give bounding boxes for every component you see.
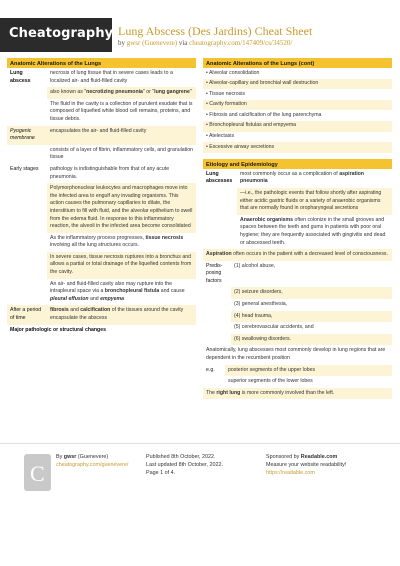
row-value: (6) swallowing disorders. [231,334,392,346]
row-value: Anaerobic organisms often colonize in the small grooves and spaces between the teeth and gums in patients with poor oral hygiene; they are frequently associated with gingivitis and dead or abscessed teeth. [240,216,386,246]
aspiration-note: Aspiration often occurs in the patient with a decreased level of consciousness. [203,249,392,261]
author-avatar[interactable] [24,454,51,491]
left-column [7,58,196,336]
list-item: • Fibrosis and calcification of the lung parenchyma [206,111,322,118]
row-key: Pyogenic membrane [7,126,47,145]
row-value: necrosis of lung tissue that in severe cases leads to a localized air- and fluid-filled cavity [50,70,173,84]
section-title-anatomic-cont: Anatomic Alterations of the Lungs (cont) [203,58,392,68]
sheet-title: Lung Abscess (Des Jardins) Cheat Sheet [118,24,313,38]
author-link[interactable]: gwsr (Guenevere) [126,39,178,47]
table-row [203,188,392,215]
row-value: posterior segments of the upper lobes [225,365,392,377]
table-row [203,311,392,323]
row-value: encapsulates the air- and fluid-filled cavity [47,126,196,145]
list-item: • Cavity formation [203,100,392,111]
page-header [0,0,400,58]
page-footer [0,443,400,498]
sheet-url-link[interactable]: cheatography.com/147409/cs/34520/ [189,39,293,47]
table-row [203,299,392,311]
row-value: most commonly occur as a complication of aspiration pneumonia [240,170,364,185]
row-value: Polymorphonuclear leukocytes and macrophages move into the infected area to engulf any invading organisms. This action causes the pulmonary capillaries to dilate, the interstitium to fill with fluid, and the alveolar epithelium to swell from the edema fluid. In response to this inflammatory reaction, the alveoli in the infected area become consolidated [47,183,196,233]
row-value: (2) seizure disorders, [231,287,392,299]
row-value: (4) head trauma, [231,311,392,323]
list-item: • Bronchopleural fistulas and empyema [203,121,392,132]
table-row [7,68,196,87]
section-title-etiology: Etiology and Epidemiology [203,159,392,169]
row-value: —i.e., the pathologic events that follow shortly after aspirating either acidic gastric fluids or a variety of anaerobic organisms that are normally found in oropharyngeal secretions [237,188,392,215]
footer-sponsor: Sponsored by Readable.com Measure your website readability! https://readable.com [266,454,347,476]
table-row [203,376,392,388]
table-row [203,287,392,299]
list-item: • Alveolar consolidation [206,69,260,76]
table-row [203,261,392,288]
table-row [7,279,196,306]
logo-text: Cheatography [9,26,114,41]
table-row [7,126,196,145]
row-value: consists of a layer of fibrin, inflammatory cells, and granulation tissue [50,146,194,161]
table-row [7,183,196,233]
right-lung-note: The right lung is more commonly involved than the left. [203,388,392,400]
major-changes-heading: Major pathologic or structural changes [10,326,106,333]
section-title-anatomic: Anatomic Alterations of the Lungs [7,58,196,68]
list-item: • Excessive airway secretions [203,142,392,153]
row-value: (5) cerebrovascular accidents, and [234,324,314,331]
byline: by gwsr (Guenevere) via cheatography.com/147409/cs/34520/ [118,39,293,47]
table-row [7,87,196,99]
row-value: As the inflammatory process progresses, tissue necrosis involving all the lung structures occurs. [50,234,184,249]
row-value: An air- and fluid-filled cavity also may rupture into the intrapleural space via a bronchopleural fistula and cause pleural effusion and empyema [50,280,185,302]
table-row [203,322,392,334]
list-item: • Tissue necrosis [206,90,246,97]
row-value: In severe cases, tissue necrosis ruptures into a bronchus and allows a partial or total drainage of the liquefied contents from the cavity. [47,252,196,279]
table-row [203,365,392,377]
table-row [203,169,392,188]
list-item: • Alveolar-capillary and bronchial wall destruction [203,79,392,90]
anatomic-note: Anatomically, lung abscesses most commonly develop in lung regions that are dependent in the recumbent position [206,347,386,362]
row-key: Lung abscess [10,70,31,84]
row-value: The fluid in the cavity is a collection of purulent exudate that is composed of liquefied white blood cell remains, proteins, and tissue debris. [50,100,193,122]
table-row [7,99,196,126]
footer-author: By gwsr (Guenevere) cheatography.com/guenevere/ [56,454,129,468]
cheatography-logo[interactable] [0,18,112,52]
table-row [7,305,196,324]
author-profile-link[interactable]: cheatography.com/guenevere/ [56,462,129,468]
table-row [7,164,196,183]
avatar-letter: C [30,461,45,486]
row-key: Early stages [10,165,39,172]
row-value: pathology is indistinguishable from that of any acute pneumonia. [50,165,170,180]
table-row [7,233,196,252]
row-key: e.g. [206,366,215,373]
sponsor-link[interactable]: https://readable.com [266,470,315,476]
list-item: • Atelectasis [206,133,235,140]
row-key: After a period of time [7,305,47,324]
row-value: (3) general anesthesia, [234,301,288,308]
sponsor-name[interactable]: Readable.com [300,454,338,460]
row-value: also known as "necrotizing pneumonia" or "lung gangrene" [47,87,196,99]
footer-dates: Published 8th October, 2022. Last updated 8th October, 2022. Page 1 of 4. [146,454,224,476]
table-row [7,145,196,164]
row-key: Predis-posing factors [206,262,223,284]
row-value: superior segments of the lower lobes [228,378,313,385]
table-row [203,215,392,249]
row-key: Lung abscesses [206,170,233,185]
row-value: fibrosis and calcification of the tissues around the cavity encapsulate the abscess [47,305,196,324]
table-row [203,334,392,346]
table-row [7,252,196,279]
right-column [203,58,392,399]
row-value: (1) alcohol abuse, [234,262,276,269]
